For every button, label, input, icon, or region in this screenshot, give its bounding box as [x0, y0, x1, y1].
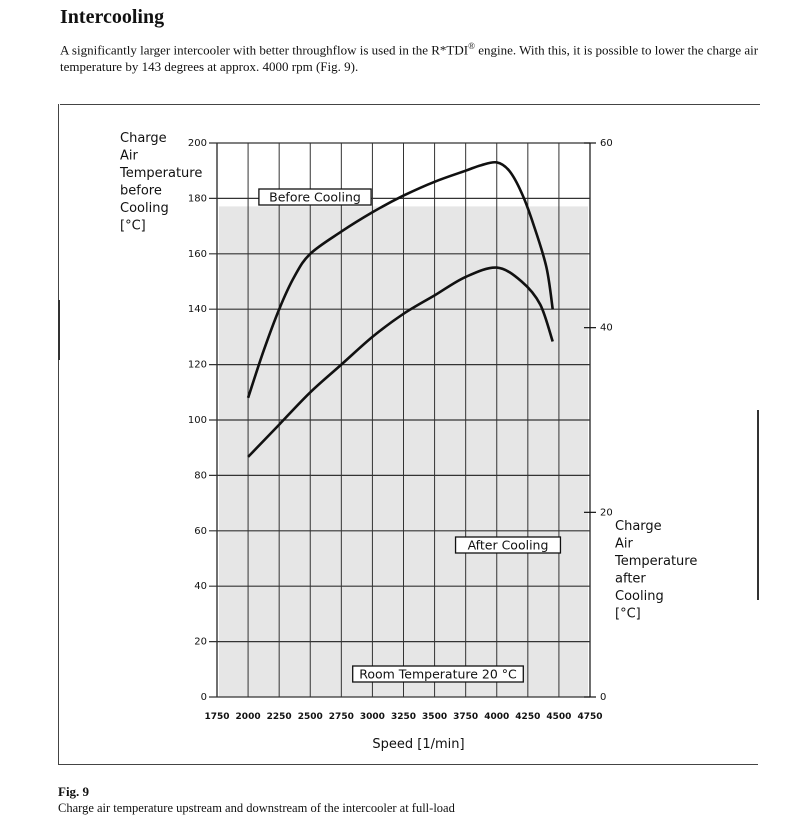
x-tick-label: 3250 [390, 712, 417, 722]
y-right-tick-label: 40 [600, 322, 613, 334]
figure-caption: Charge air temperature upstream and downstream of the intercooler at full-load [58, 801, 455, 815]
y-left-axis-label: [°C] [120, 218, 146, 234]
y-left-tick-label: 80 [194, 470, 207, 482]
y-left-tick-label: 180 [187, 193, 207, 205]
annotation-before-cooling: Before Cooling [269, 189, 361, 205]
x-tick-label: 3750 [453, 712, 479, 722]
y-right-tick-label: 0 [600, 692, 607, 703]
y-left-tick-label: 140 [187, 304, 207, 316]
y-right-tick-label: 60 [600, 138, 613, 149]
intro-text-start: A significantly larger intercooler with better throughflow is used in the R*TDI [60, 42, 469, 58]
y-left-tick-label: 160 [187, 248, 207, 260]
y-left-tick-label: 200 [187, 138, 207, 149]
y-left-tick-label: 60 [194, 525, 207, 537]
x-tick-label: 3500 [422, 712, 448, 722]
y-left-tick-label: 0 [200, 692, 207, 703]
registered-mark: ® [468, 41, 475, 51]
intro-text-end: engine. With this, it is possible to lower the charge air temperature by 143 degrees at approx. 4000 rpm (Fig. 9). [60, 42, 759, 75]
y-left-axis-label: Charge [120, 131, 167, 146]
x-tick-label: 4750 [577, 712, 603, 722]
x-tick-label: 2750 [328, 712, 354, 722]
y-right-axis-label: [°C] [615, 606, 641, 622]
y-right-axis-label: Air [615, 536, 633, 552]
y-left-tick-label: 20 [194, 636, 207, 648]
x-tick-label: 1750 [204, 712, 230, 722]
y-left-axis-label: Cooling [120, 201, 169, 216]
annotation-room-temperature: Room Temperature 20 °C [359, 666, 517, 682]
x-tick-label: 4500 [546, 712, 572, 722]
x-tick-label: 4250 [515, 712, 541, 722]
x-tick-label: 2250 [266, 712, 292, 722]
x-tick-label: 2500 [297, 712, 323, 722]
x-axis-label: Speed [1/min] [372, 737, 465, 752]
y-left-axis-label: Air [120, 148, 138, 164]
y-right-axis-label: Temperature [615, 554, 698, 569]
y-left-tick-label: 100 [187, 415, 207, 426]
y-right-tick-label: 20 [600, 507, 613, 519]
annotation-after-cooling: After Cooling [467, 537, 549, 553]
y-left-tick-label: 40 [194, 581, 207, 593]
y-right-axis-label: Cooling [615, 589, 664, 604]
y-left-tick-label: 120 [187, 359, 207, 371]
page-heading: Intercooling [60, 6, 165, 28]
x-tick-label: 3000 [359, 712, 385, 722]
x-tick-label: 4000 [484, 712, 510, 722]
y-left-axis-label: Temperature [120, 166, 203, 181]
x-tick-label: 2000 [235, 712, 261, 722]
y-left-axis-label: before [120, 183, 162, 199]
figure-number: Fig. 9 [58, 784, 90, 799]
y-right-axis-label: Charge [615, 519, 662, 534]
y-right-axis-label: after [615, 571, 646, 587]
